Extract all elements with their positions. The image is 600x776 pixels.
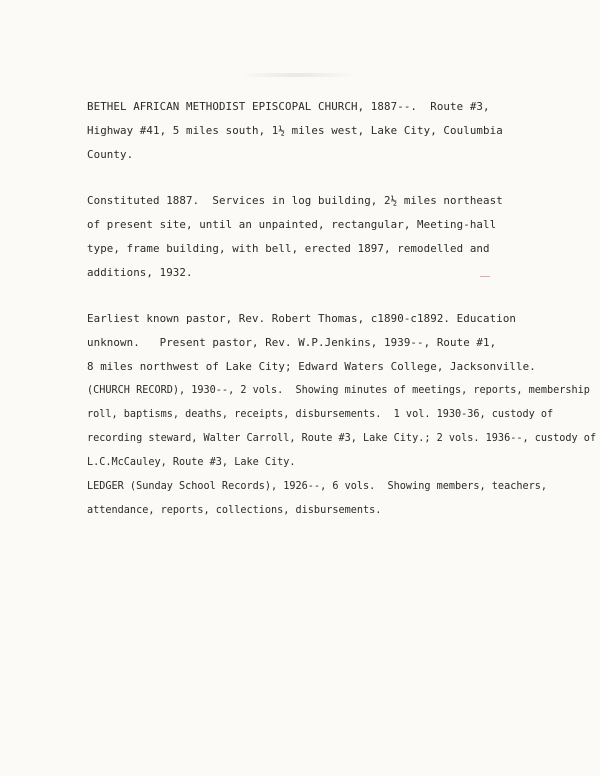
text-line: Constituted 1887. Services in log building, 2½ miles northeast bbox=[87, 194, 503, 207]
red-pencil-mark bbox=[480, 276, 490, 277]
text-line: unknown. Present pastor, Rev. W.P.Jenkins, 1939--, Route #1, bbox=[87, 336, 497, 349]
text-line: roll, baptisms, deaths, receipts, disbursements. 1 vol. 1930-36, custody of bbox=[87, 409, 554, 420]
pastors-and-records-paragraph bbox=[87, 307, 597, 523]
text-line: type, frame building, with bell, erected 1897, remodelled and bbox=[87, 242, 490, 255]
text-line: recording steward, Walter Carroll, Route #3, Lake City.; 2 vols. 1936--, custody of bbox=[87, 433, 597, 444]
text-line: BETHEL AFRICAN METHODIST EPISCOPAL CHURCH, 1887--. Route #3, bbox=[87, 100, 490, 113]
text-line: of present site, until an unpainted, rectangular, Meeting-hall bbox=[87, 218, 497, 231]
text-line: Earliest known pastor, Rev. Robert Thomas, c1890-c1892. Education bbox=[87, 312, 517, 325]
text-line: LEDGER (Sunday School Records), 1926--, 6 vols. Showing members, teachers, bbox=[87, 481, 548, 492]
text-line: additions, 1932. bbox=[87, 266, 193, 279]
church-heading-paragraph bbox=[87, 95, 587, 167]
text-line: 8 miles northwest of Lake City; Edward Waters College, Jacksonville. bbox=[87, 360, 536, 373]
history-paragraph bbox=[87, 189, 587, 285]
faint-header-bleed bbox=[240, 73, 355, 77]
text-line: attendance, reports, collections, disbursements. bbox=[87, 505, 382, 516]
text-line: Highway #41, 5 miles south, 1½ miles west, Lake City, Coulumbia bbox=[87, 124, 503, 137]
text-line: (CHURCH RECORD), 1930--, 2 vols. Showing minutes of meetings, reports, membership bbox=[87, 385, 590, 396]
text-line: L.C.McCauley, Route #3, Lake City. bbox=[87, 457, 296, 468]
text-line: County. bbox=[87, 148, 134, 161]
